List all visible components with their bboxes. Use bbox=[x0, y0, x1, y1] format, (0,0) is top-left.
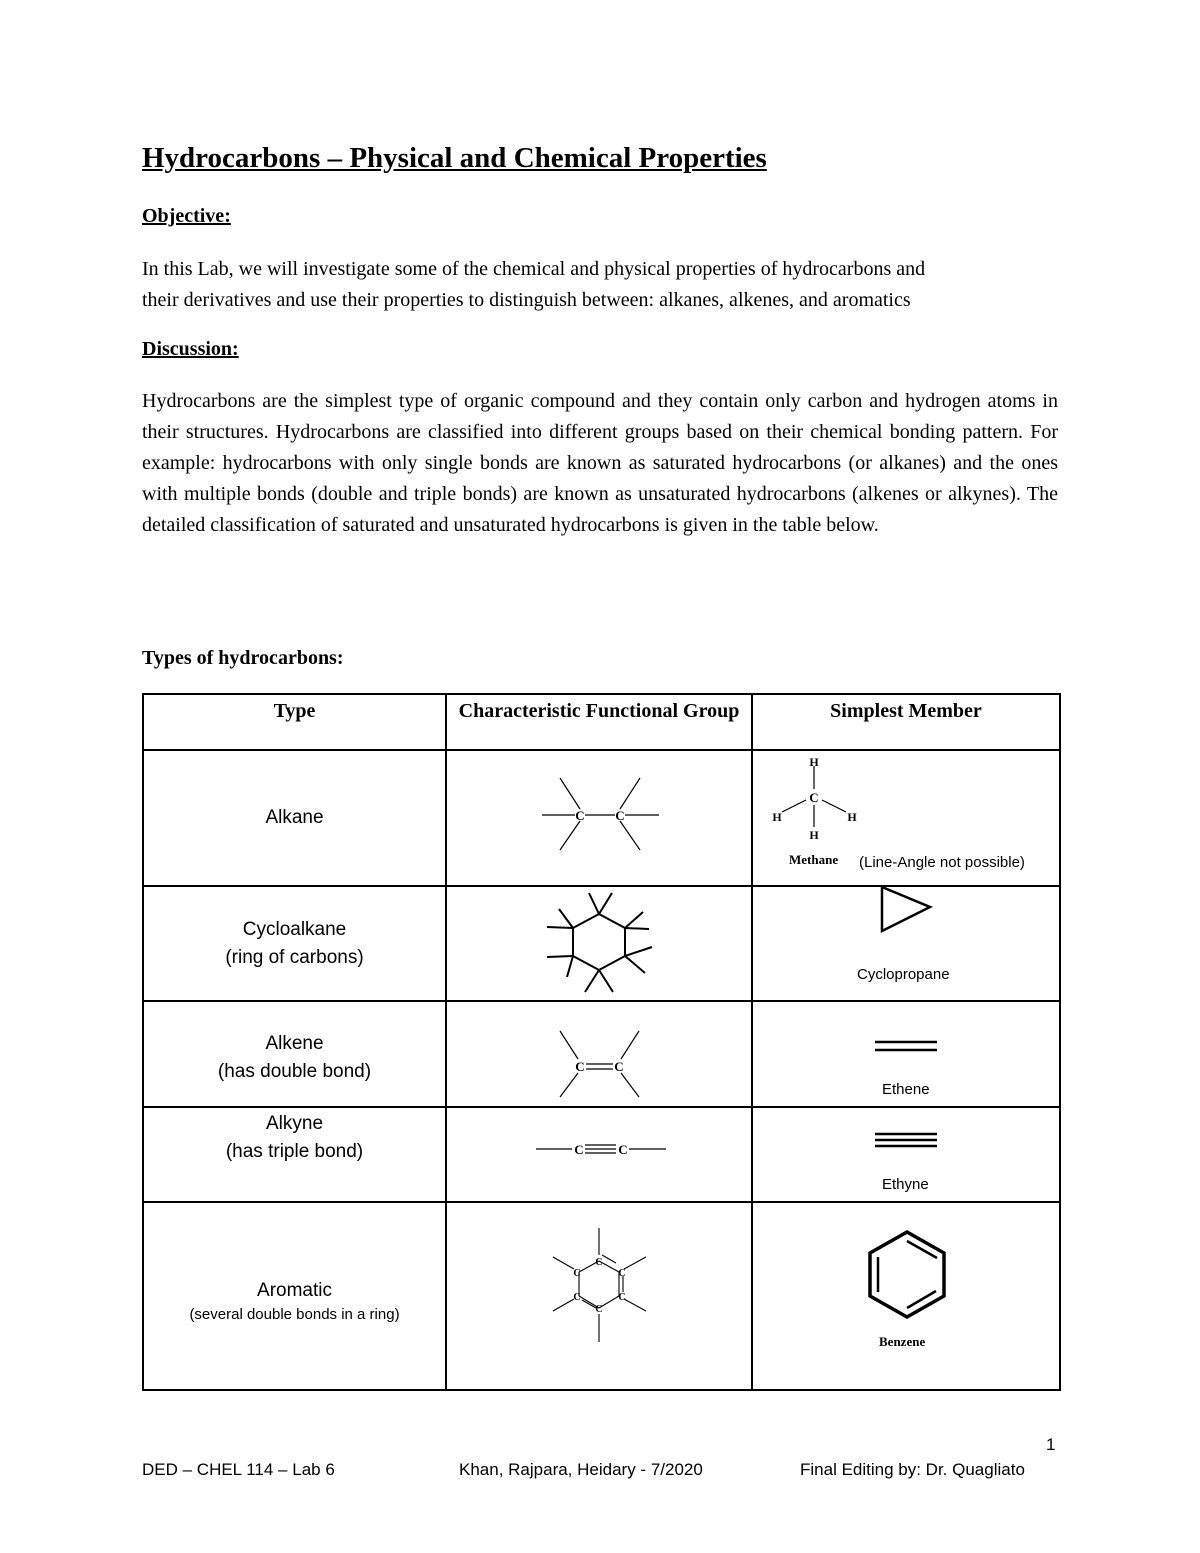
aromatic-carbon-2: C bbox=[573, 1268, 581, 1279]
table-header-row bbox=[143, 694, 1060, 750]
footer-course: DED – CHEL 114 – Lab 6 bbox=[142, 1460, 335, 1479]
alkene-carbon-1: C bbox=[575, 1059, 585, 1074]
member-ethene-label: Ethene bbox=[882, 1081, 930, 1098]
type-cycloalkane: Cycloalkane bbox=[242, 918, 347, 940]
functional-group-cycloalkane bbox=[446, 886, 752, 1001]
member-benzene-label: Benzene bbox=[879, 1334, 926, 1349]
functional-group-alkene bbox=[446, 1001, 752, 1107]
methane-note: (Line-Angle not possible) bbox=[859, 854, 1025, 871]
type-alkyne: Alkyne bbox=[265, 1113, 324, 1134]
methane-h-top: H bbox=[809, 755, 819, 769]
member-cell-ethyne bbox=[752, 1107, 1060, 1202]
member-ethyne-label: Ethyne bbox=[882, 1176, 929, 1193]
header-simplest-member: Simplest Member bbox=[752, 694, 1060, 750]
type-alkene: Alkene bbox=[265, 1033, 324, 1054]
alkane-carbon-2: C bbox=[615, 808, 625, 823]
header-type: Type bbox=[143, 694, 446, 750]
aromatic-carbon-1: C bbox=[595, 1257, 603, 1268]
type-aromatic-sub: (several double bonds in a ring) bbox=[189, 1306, 400, 1323]
alkene-structure-diagram bbox=[447, 1002, 753, 1101]
member-cell-ethene bbox=[752, 1001, 1060, 1107]
aromatic-carbon-3: C bbox=[618, 1268, 626, 1279]
alkene-carbon-2: C bbox=[614, 1059, 624, 1074]
footer-editor: Final Editing by: Dr. Quagliato bbox=[800, 1460, 1025, 1479]
objective-line-2: their derivatives and use their properties to distinguish between: alkanes, alkenes, and aromatics bbox=[142, 289, 911, 311]
methane-h-bottom: H bbox=[809, 828, 819, 842]
member-cell-methane bbox=[752, 750, 1060, 886]
page-title: Hydrocarbons – Physical and Chemical Properties bbox=[142, 142, 767, 174]
table-row-alkane bbox=[143, 750, 1060, 886]
table-row-alkene bbox=[143, 1001, 1060, 1107]
methane-h-right: H bbox=[847, 810, 857, 824]
methane-h-left: H bbox=[772, 810, 782, 824]
alkyne-carbon-2: C bbox=[618, 1142, 628, 1157]
benzene-structure-diagram bbox=[753, 1203, 1059, 1384]
objective-heading: Objective: bbox=[142, 205, 231, 227]
member-cell-benzene bbox=[752, 1202, 1060, 1390]
alkyne-carbon-1: C bbox=[574, 1142, 584, 1157]
member-cell-cyclopropane bbox=[752, 886, 1060, 1001]
aromatic-carbon-4: C bbox=[573, 1292, 581, 1303]
discussion-heading: Discussion: bbox=[142, 338, 239, 360]
table-row-alkyne bbox=[143, 1107, 1060, 1202]
functional-group-alkyne bbox=[446, 1107, 752, 1202]
type-aromatic: Aromatic bbox=[257, 1280, 332, 1301]
objective-text bbox=[142, 254, 1058, 316]
type-alkane: Alkane bbox=[265, 807, 324, 828]
member-cyclopropane-label: Cyclopropane bbox=[857, 966, 950, 983]
discussion-text: Hydrocarbons are the simplest type of organic compound and they contain only carbon and hydrogen atoms in their structures. Hydrocarbons are classified into different groups based on their chemical bonding pattern. For example: hydrocarbons with only single bonds are known as saturated hydrocarbons (or alkanes) and the ones with multiple bonds (double and triple bonds) are known as unsaturated hydrocarbons (alkenes or alkynes). The detailed classification of saturated and unsaturated hydrocarbons is given in the table below. bbox=[142, 390, 1058, 536]
aromatic-structure-diagram bbox=[447, 1203, 753, 1384]
type-cell-aromatic bbox=[143, 1202, 446, 1390]
objective-line-1: In this Lab, we will investigate some of the chemical and physical properties of hydrocarbons and bbox=[142, 258, 926, 280]
alkyne-structure-diagram bbox=[447, 1108, 753, 1196]
functional-group-alkane bbox=[446, 750, 752, 886]
type-cycloalkane-sub: (ring of carbons) bbox=[225, 946, 364, 968]
alkane-structure-diagram bbox=[447, 751, 753, 880]
type-cell-alkyne bbox=[143, 1107, 446, 1202]
footer-authors: Khan, Rajpara, Heidary - 7/2020 bbox=[459, 1460, 703, 1479]
alkane-carbon-1: C bbox=[575, 808, 585, 823]
table-row-aromatic bbox=[143, 1202, 1060, 1390]
member-methane-label: Methane bbox=[789, 852, 839, 867]
type-alkene-sub: (has double bond) bbox=[217, 1061, 372, 1082]
type-cell-alkene bbox=[143, 1001, 446, 1107]
functional-group-aromatic bbox=[446, 1202, 752, 1390]
hydrocarbon-types-table bbox=[142, 693, 1061, 1391]
cycloalkane-structure-diagram bbox=[447, 887, 753, 995]
type-alkyne-sub: (has triple bond) bbox=[225, 1141, 364, 1162]
table-row-cycloalkane bbox=[143, 886, 1060, 1001]
aromatic-carbon-5: C bbox=[618, 1292, 626, 1303]
aromatic-carbon-6: C bbox=[595, 1304, 603, 1315]
type-cell-alkane bbox=[143, 750, 446, 886]
methane-carbon: C bbox=[809, 790, 819, 805]
types-heading: Types of hydrocarbons: bbox=[142, 647, 344, 669]
type-cell-cycloalkane bbox=[143, 886, 446, 1001]
header-functional-group: Characteristic Functional Group bbox=[446, 694, 752, 750]
page-number: 1 bbox=[1046, 1435, 1056, 1454]
